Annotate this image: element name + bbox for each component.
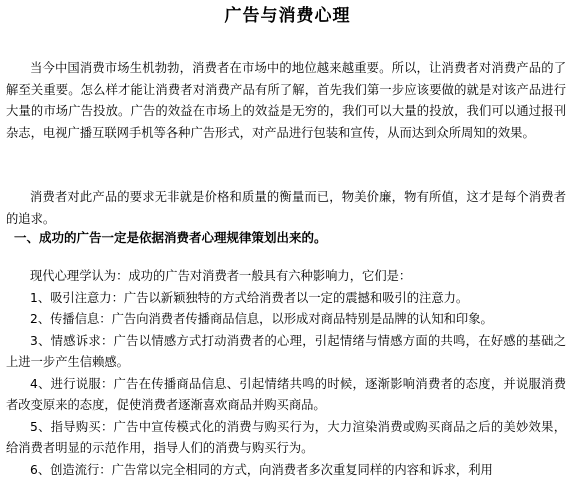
list-item: 5、指导购买：广告中宣传模式化的消费与购买行为，大力渲染消费或购买商品之后的美妙效果，给消费者明显的示范作用，指导人们的消费与购买行为。 — [6, 419, 566, 455]
list-intro: 现代心理学认为：成功的广告对消费者一般具有六种影响力，它们是： — [30, 269, 412, 283]
paragraph-consumer-demand: 消费者对此产品的要求无非就是价格和质量的衡量而已，物美价廉，物有所值，这才是每个消费者的追求。 — [6, 190, 566, 226]
influence-list — [6, 266, 566, 481]
paragraph-intro: 当今中国消费市场生机勃勃，消费者在市场中的地位越来越重要。所以，让消费者对消费产品的了解至关重要。怎么样才能让消费者对消费产品有所了解，首先我们第一步应该要做的就是对该产品进行大量的市场广告投放。广告的效益在市场上的效益是无穷的，我们可以大量的投放，我们可以通过报刊杂志，电视广播互联网手机等各种广告形式，对产品进行包装和宣传，从而达到众所周知的效果。 — [6, 61, 566, 140]
section-heading: 一、成功的广告一定是依据消费者心理规律策划出来的。 — [14, 230, 327, 245]
list-item: 3、情感诉求：广告以情感方式打动消费者的心理，引起情绪与情感方面的共鸣，在好感的基础之上进一步产生信赖感。 — [6, 333, 566, 369]
document-title: 广告与消费心理 — [224, 6, 351, 26]
list-item: 6、创造流行：广告常以完全相同的方式，向消费者多次重复同样的内容和诉求，利用 — [30, 462, 493, 477]
list-item: 4、进行说服：广告在传播商品信息、引起情绪共鸣的时候，逐渐影响消费者的态度，并说服消费者改变原来的态度，促使消费者逐渐喜欢商品并购买商品。 — [6, 376, 566, 412]
list-item: 1、吸引注意力：广告以新颖独特的方式给消费者以一定的震撼和吸引的注意力。 — [30, 290, 469, 305]
list-item: 2、传播信息：广告向消费者传播商品信息，以形成对商品特别是品牌的认知和印象。 — [30, 312, 493, 326]
